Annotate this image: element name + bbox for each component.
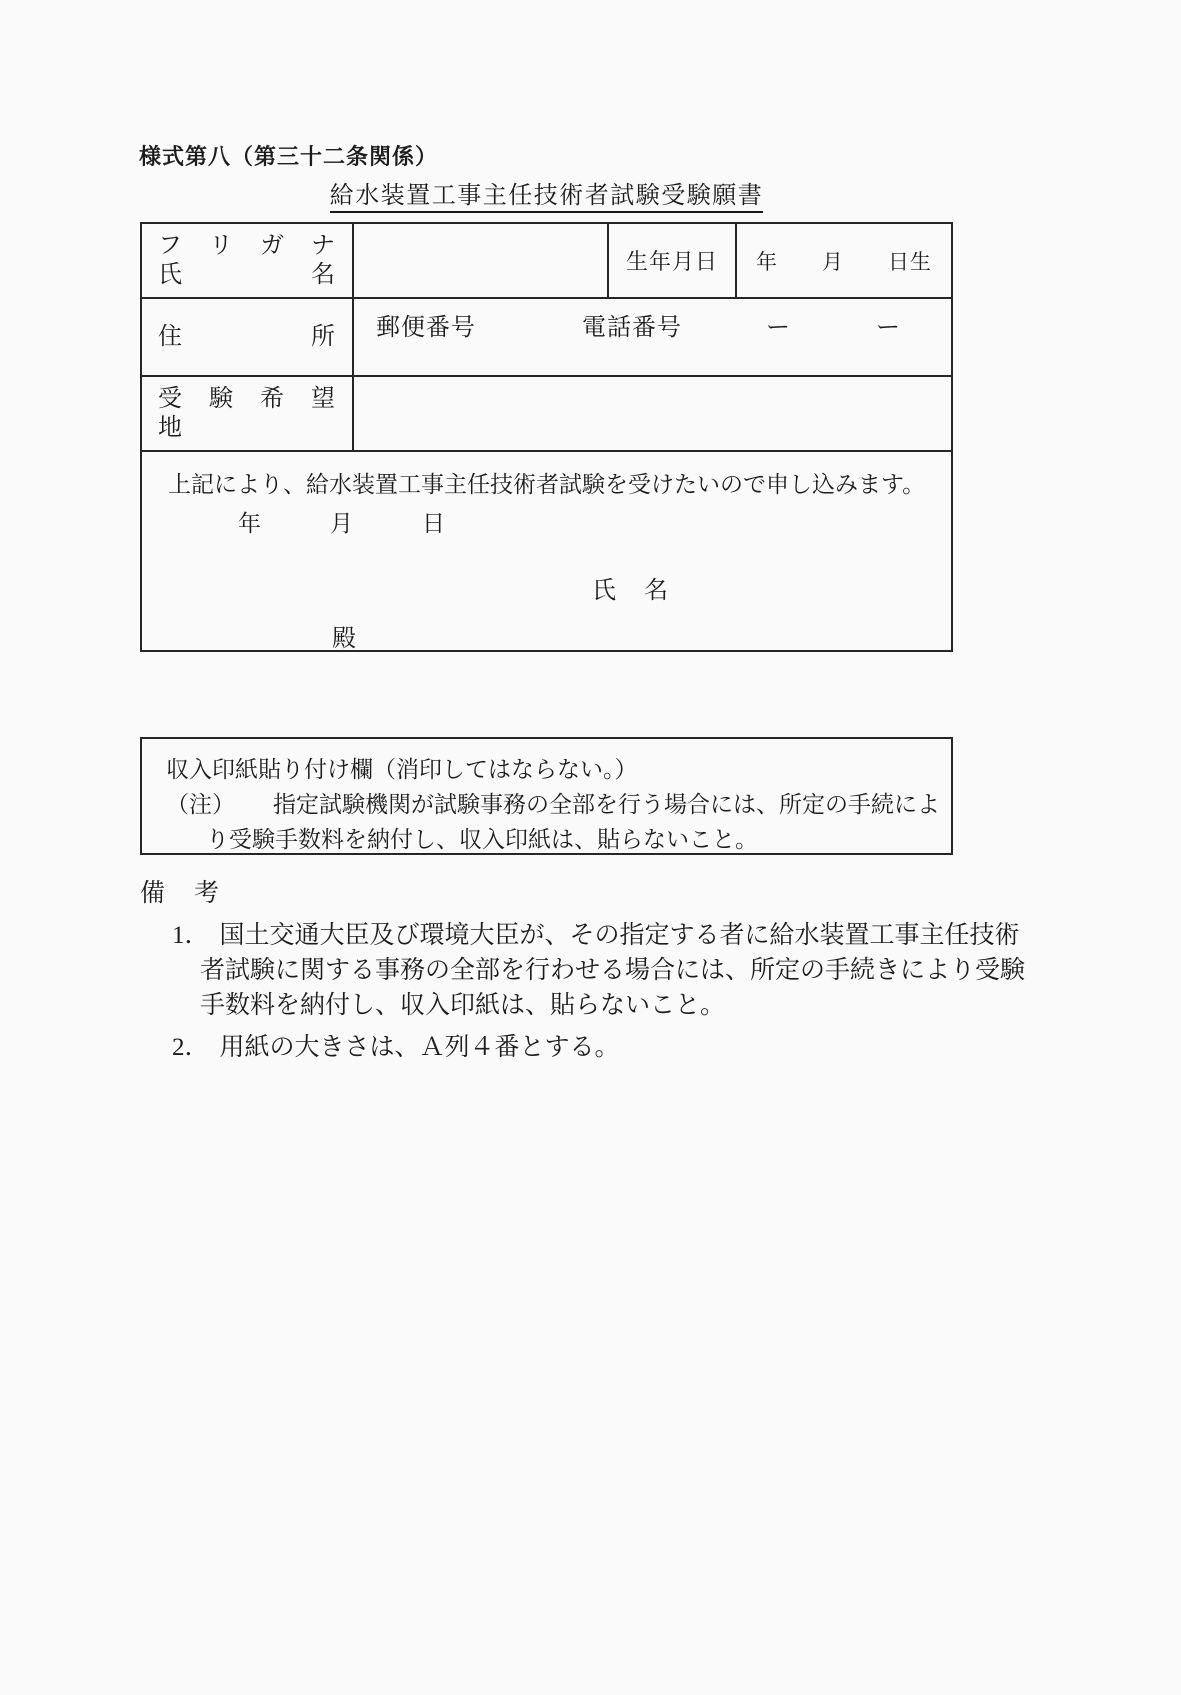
- address-label-cell: [142, 299, 352, 375]
- remark-item-2: [140, 1030, 1080, 1065]
- remark-item-1-number: 1．: [172, 922, 210, 949]
- phone-number-label: 電話番号: [582, 315, 682, 341]
- application-table: [140, 222, 953, 652]
- document-title-row: [140, 175, 953, 213]
- birthdate-field[interactable]: 年 月 日生: [735, 224, 951, 297]
- exam-location-label-cell: [142, 377, 361, 450]
- table-row-name: [142, 224, 951, 297]
- exam-location-label: 受 験 希 望 地: [158, 385, 361, 441]
- address-field[interactable]: [352, 299, 951, 375]
- note-label: （注）: [166, 792, 235, 817]
- remark-item-2-number: 2．: [172, 1034, 210, 1061]
- application-statement: 上記により、給水装置工事主任技術者試験を受けたいので申し込みます。: [168, 472, 926, 497]
- table-row-declaration: [142, 450, 951, 650]
- note-text-1: 指定試験機関が試験事務の全部を行う場合には、所定の手続によ: [273, 792, 940, 817]
- remarks-heading: 備 考: [140, 880, 222, 907]
- table-row-exam-location: [142, 375, 951, 450]
- table-row-address: [142, 297, 951, 375]
- revenue-stamp-box: [140, 737, 953, 855]
- declaration-cell: [142, 452, 951, 650]
- phone-dash-1: ー: [766, 315, 790, 341]
- stamp-box-title: 収入印紙貼り付け欄（消印してはならない。）: [166, 757, 638, 782]
- application-date-field[interactable]: 年 月 日: [238, 511, 445, 536]
- phone-dash-2: ー: [876, 315, 900, 341]
- remark-item-1-line-3: 手数料を納付し、収入印紙は、貼らないこと。: [200, 992, 726, 1019]
- applicant-signature-label[interactable]: 氏 名: [592, 578, 670, 604]
- exam-location-field[interactable]: [352, 377, 951, 450]
- form-number-label: 様式第八（第三十二条関係）: [139, 144, 439, 169]
- addressee-suffix: 殿: [332, 626, 356, 652]
- name-field[interactable]: [352, 224, 607, 297]
- remark-item-1-line-1: [140, 918, 1080, 953]
- remarks-section: [140, 876, 1080, 1065]
- stamp-box-note-line2: り受験手数料を納付し、収入印紙は、貼らないこと。: [206, 827, 758, 852]
- remark-item-2-text: 用紙の大きさは、Ａ列４番とする。: [219, 1034, 620, 1061]
- remark-item-1-line-2: 者試験に関する事務の全部を行わせる場合には、所定の手続きにより受験: [200, 957, 1026, 984]
- name-label: 氏 名: [158, 262, 336, 288]
- remark-item-1-text-1: 国土交通大臣及び環境大臣が、その指定する者に給水装置工事主任技術: [219, 922, 1020, 949]
- stamp-box-note-line1: [142, 787, 951, 822]
- address-label: 住 所: [158, 323, 336, 350]
- birthdate-label: 生年月日: [607, 224, 735, 297]
- postal-code-label: 郵便番号: [376, 315, 476, 341]
- name-label-cell: [142, 224, 352, 297]
- document-title: 給水装置工事主任技術者試験受験願書: [330, 175, 764, 213]
- furigana-label: フ リ ガ ナ: [158, 233, 336, 259]
